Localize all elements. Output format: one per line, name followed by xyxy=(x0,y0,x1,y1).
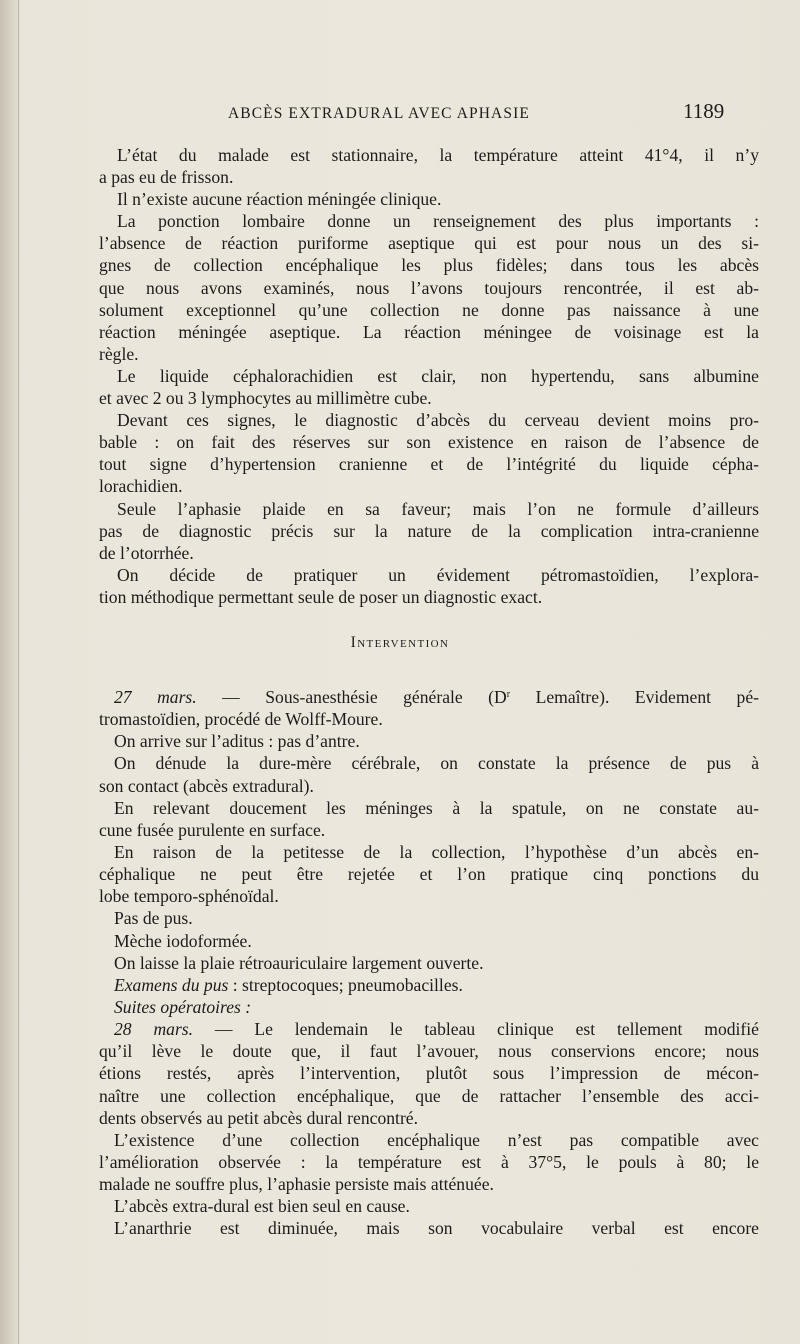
text-line: tout signe d’hypertension cranienne et de l’intégrité du liquide cépha- xyxy=(99,454,759,475)
text-line: En raison de la petitesse de la collection, l’hypothèse d’un abcès en- xyxy=(114,841,759,862)
text-line: bable : on fait des réserves sur son existence en raison de l’absence de xyxy=(99,432,759,453)
text-line: gnes de collection encéphalique les plus fidèles; dans tous les abcès xyxy=(99,255,759,276)
text-line: solument exceptionnel qu’une collection ne donne pas naissance à une xyxy=(99,299,759,320)
text-line: L’anarthrie est diminuée, mais son vocabulaire verbal est encore xyxy=(114,1218,759,1239)
text-line: L’état du malade est stationnaire, la température atteint 41°4, il n’y xyxy=(117,145,759,165)
text-line: Seule l’aphasie plaide en sa faveur; mais l’on ne formule d’ailleurs xyxy=(117,498,759,519)
text-line: On dénude la dure-mère cérébrale, on constate la présence de pus à xyxy=(114,753,759,774)
text-line xyxy=(99,1018,759,1040)
date-label: 27 mars. xyxy=(114,687,197,707)
text-line: étions restés, après l’intervention, plutôt sous l’impression de mécon- xyxy=(99,1063,759,1084)
text-line: pas de diagnostic précis sur la nature de la complication intra-cranienne xyxy=(99,520,759,541)
text-line: règle. xyxy=(99,343,139,364)
italic-label: Examens du pus xyxy=(114,974,229,995)
text-line: L’existence d’une collection encéphalique n’est pas compatible avec xyxy=(114,1129,759,1150)
text-line: l’absence de réaction puriforme aseptique qui est pour nous un des si- xyxy=(99,233,759,254)
section-heading: Intervention xyxy=(350,634,450,651)
text-line: La ponction lombaire donne un renseignement des plus importants : xyxy=(117,211,759,232)
text-fragment: — Sous-anesthésie générale (D xyxy=(196,687,507,707)
text-line: a pas eu de frisson. xyxy=(99,167,234,188)
text-fragment: : streptocoques; pneumobacilles. xyxy=(228,974,463,995)
text-line: tromastoïdien, procédé de Wolff-Moure. xyxy=(99,709,383,730)
text-line: que nous avons examinés, nous l’avons toujours rencontrée, il est ab- xyxy=(99,277,759,298)
text-line: Le liquide céphalorachidien est clair, non hypertendu, sans albumine xyxy=(117,365,759,386)
text-line: Il n’existe aucune réaction méningée clinique. xyxy=(117,189,442,210)
text-line: En relevant doucement les méninges à la spatule, on ne constate au- xyxy=(114,797,759,818)
date-label: 28 mars. xyxy=(114,1019,194,1040)
text-line xyxy=(99,974,759,996)
running-title: ABCÈS EXTRADURAL AVEC APHASIE xyxy=(228,105,530,122)
text-line: L’abcès extra-dural est bien seul en cause. xyxy=(114,1196,410,1217)
text-line: qu’il lève le doute que, il faut l’avouer, nous conservions encore; nous xyxy=(99,1041,759,1062)
text-line: Pas de pus. xyxy=(114,908,193,929)
text-line: et avec 2 ou 3 lymphocytes au millimètre cube. xyxy=(99,388,432,409)
text-line: Mèche iodoformée. xyxy=(114,930,252,951)
intervention-paragraphs xyxy=(99,686,759,1240)
text-line: malade ne souffre plus, l’aphasie persiste mais atténuée. xyxy=(99,1174,494,1195)
text-line: cune fusée purulente en surface. xyxy=(99,819,326,840)
text-fragment: Lemaître). Evidement pé- xyxy=(510,687,760,707)
text-line: lobe temporo-sphénoïdal. xyxy=(99,886,279,907)
text-line: tion méthodique permettant seule de poser un diagnostic exact. xyxy=(99,586,543,607)
text-line: Devant ces signes, le diagnostic d’abcès du cerveau devient moins pro- xyxy=(117,410,759,431)
text-line: son contact (abcès extradural). xyxy=(99,775,314,796)
text-line xyxy=(99,686,759,708)
text-line: l’amélioration observée : la température est à 37°5, le pouls à 80; le xyxy=(99,1151,759,1172)
text-line: Suites opératoires : xyxy=(114,996,252,1017)
text-line: réaction méningée aseptique. La réaction méningee de voisinage est la xyxy=(99,321,759,342)
text-line: lorachidien. xyxy=(99,476,183,497)
text-line: dents observés au petit abcès dural rencontré. xyxy=(99,1107,419,1128)
text-fragment: — Le lendemain le tableau clinique est tellement modifié xyxy=(193,1019,759,1040)
page-number: 1189 xyxy=(683,99,725,123)
page-header xyxy=(0,99,800,129)
text-line: de l’otorrhée. xyxy=(99,542,194,563)
text-line: naître une collection encéphalique, que de rattacher l’ensemble des acci- xyxy=(99,1085,759,1106)
observation-paragraphs xyxy=(99,144,759,608)
text-line: On laisse la plaie rétroauriculaire largement ouverte. xyxy=(114,952,484,973)
text-line: On arrive sur l’aditus : pas d’antre. xyxy=(114,731,360,752)
superscript: r xyxy=(506,689,511,700)
text-line: On décide de pratiquer un évidement pétromastoïdien, l’explora- xyxy=(117,564,759,585)
text-line: céphalique ne peut être rejetée et l’on pratique cinq ponctions du xyxy=(99,864,759,885)
page-gutter-line xyxy=(18,0,19,1344)
